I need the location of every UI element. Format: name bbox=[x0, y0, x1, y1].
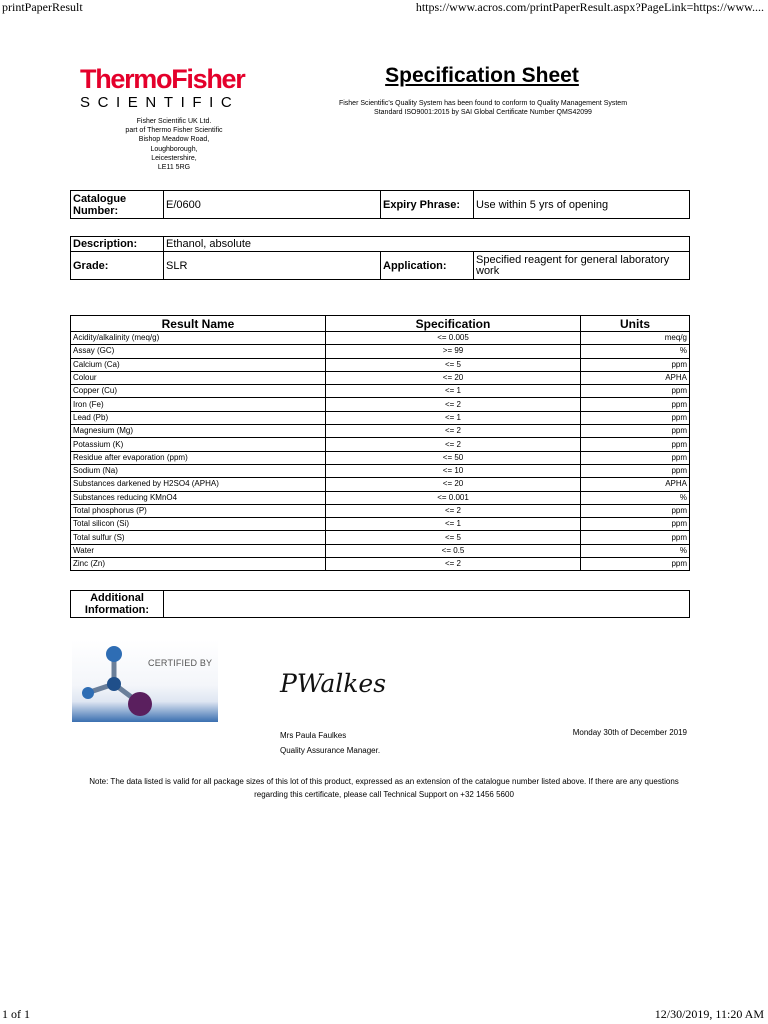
table-row bbox=[71, 358, 690, 371]
table-row bbox=[71, 504, 690, 517]
result-name: Copper (Cu) bbox=[71, 385, 326, 398]
result-spec: <= 5 bbox=[326, 358, 581, 371]
signer-block bbox=[280, 728, 380, 758]
result-name: Residue after evaporation (ppm) bbox=[71, 451, 326, 464]
molecule-icon bbox=[72, 640, 218, 722]
result-name: Potassium (K) bbox=[71, 438, 326, 451]
result-unit: % bbox=[581, 345, 690, 358]
description-table bbox=[70, 236, 690, 280]
signature-image bbox=[278, 660, 387, 707]
table-row bbox=[71, 371, 690, 384]
table-row bbox=[71, 438, 690, 451]
result-spec: <= 2 bbox=[326, 398, 581, 411]
application-value: Specified reagent for general laboratory work bbox=[474, 252, 690, 280]
result-name: Total phosphorus (P) bbox=[71, 504, 326, 517]
table-row bbox=[71, 398, 690, 411]
result-spec: <= 50 bbox=[326, 451, 581, 464]
print-timestamp: 12/30/2019, 11:20 AM bbox=[654, 1007, 764, 1021]
table-row bbox=[71, 464, 690, 477]
table-row bbox=[71, 345, 690, 358]
result-unit: meq/g bbox=[581, 332, 690, 345]
result-unit: ppm bbox=[581, 358, 690, 371]
result-spec: <= 20 bbox=[326, 478, 581, 491]
result-unit: APHA bbox=[581, 478, 690, 491]
signature-text: PWalkes bbox=[280, 669, 387, 698]
address-line: part of Thermo Fisher Scientific bbox=[125, 127, 223, 135]
result-name: Substances darkened by H2SO4 (APHA) bbox=[71, 478, 326, 491]
company-address bbox=[104, 117, 244, 172]
catalogue-label: Catalogue Number: bbox=[71, 191, 164, 219]
table-header-row bbox=[71, 316, 690, 332]
result-spec: <= 5 bbox=[326, 531, 581, 544]
address-line: Fisher Scientific UK Ltd. bbox=[136, 118, 212, 125]
iso-statement: Fisher Scientific's Quality System has been found to conform to Quality Management System Standard ISO9001:2015 by SAI Global Certificate Number QMS42099 bbox=[338, 100, 628, 116]
page-count: 1 of 1 bbox=[2, 1007, 30, 1021]
additional-info-table bbox=[70, 590, 690, 618]
result-name: Calcium (Ca) bbox=[71, 358, 326, 371]
result-unit: APHA bbox=[581, 371, 690, 384]
result-name: Magnesium (Mg) bbox=[71, 425, 326, 438]
table-row bbox=[71, 518, 690, 531]
logo-scientific-text: SCIENTIFIC bbox=[80, 94, 240, 111]
result-name: Substances reducing KMnO4 bbox=[71, 491, 326, 504]
result-name: Water bbox=[71, 544, 326, 557]
result-unit: ppm bbox=[581, 425, 690, 438]
result-unit: ppm bbox=[581, 438, 690, 451]
column-header: Result Name bbox=[71, 316, 326, 332]
certification-badge bbox=[72, 640, 218, 722]
table-row bbox=[71, 451, 690, 464]
result-name: Colour bbox=[71, 371, 326, 384]
result-unit: ppm bbox=[581, 531, 690, 544]
address-line: LE11 5RG bbox=[157, 164, 191, 172]
result-spec: <= 0.005 bbox=[326, 332, 581, 345]
result-unit: ppm bbox=[581, 518, 690, 531]
result-name: Total sulfur (S) bbox=[71, 531, 326, 544]
table-row bbox=[71, 558, 690, 571]
expiry-label: Expiry Phrase: bbox=[381, 191, 474, 219]
catalogue-table bbox=[70, 190, 690, 219]
result-unit: ppm bbox=[581, 411, 690, 424]
result-unit: ppm bbox=[581, 385, 690, 398]
handwritten-signature bbox=[278, 660, 387, 702]
result-spec: <= 0.5 bbox=[326, 544, 581, 557]
result-unit: ppm bbox=[581, 558, 690, 571]
result-spec: <= 10 bbox=[326, 464, 581, 477]
column-header: Specification bbox=[326, 316, 581, 332]
result-spec: <= 20 bbox=[326, 371, 581, 384]
table-row bbox=[71, 425, 690, 438]
additional-info-label: Additional Information: bbox=[71, 591, 164, 618]
table-row bbox=[71, 591, 690, 618]
table-row bbox=[71, 237, 690, 252]
results-table bbox=[70, 315, 690, 571]
address-line: Leicestershire, bbox=[151, 154, 197, 162]
page-title: printPaperResult bbox=[2, 0, 83, 14]
logo-brand-text: ThermoFisher bbox=[80, 64, 245, 94]
result-spec: <= 2 bbox=[326, 558, 581, 571]
result-name: Lead (Pb) bbox=[71, 411, 326, 424]
signature-date: Monday 30th of December 2019 bbox=[572, 728, 687, 737]
result-spec: <= 1 bbox=[326, 411, 581, 424]
print-footer bbox=[0, 1006, 768, 1024]
result-name: Total silicon (Si) bbox=[71, 518, 326, 531]
result-spec: <= 1 bbox=[326, 518, 581, 531]
catalogue-value: E/0600 bbox=[164, 191, 381, 219]
address-line: Bishop Meadow Road, bbox=[138, 136, 210, 144]
footer-note: Note: The data listed is valid for all package sizes of this lot of this product, expressed as an extension of the catalogue number listed above. If there are any questions regarding this certificate, please call Technical Support on +32 1456 5600 bbox=[89, 777, 679, 799]
table-row bbox=[71, 531, 690, 544]
result-unit: ppm bbox=[581, 398, 690, 411]
result-name: Acidity/alkalinity (meq/g) bbox=[71, 332, 326, 345]
result-unit: % bbox=[581, 544, 690, 557]
result-name: Assay (GC) bbox=[71, 345, 326, 358]
result-spec: <= 0.001 bbox=[326, 491, 581, 504]
result-unit: ppm bbox=[581, 464, 690, 477]
table-row bbox=[71, 544, 690, 557]
result-spec: <= 2 bbox=[326, 438, 581, 451]
result-name: Iron (Fe) bbox=[71, 398, 326, 411]
page-url[interactable]: https://www.acros.com/printPaperResult.aspx?PageLink=https://www.... bbox=[415, 0, 764, 14]
table-row bbox=[71, 252, 690, 280]
table-row bbox=[71, 385, 690, 398]
certified-by-text: CERTIFIED BY bbox=[148, 658, 213, 668]
grade-value: SLR bbox=[164, 252, 381, 280]
result-unit: ppm bbox=[581, 451, 690, 464]
table-row bbox=[71, 411, 690, 424]
column-header: Units bbox=[581, 316, 690, 332]
print-header bbox=[0, 0, 768, 16]
document-title: Specification Sheet bbox=[385, 64, 579, 87]
table-row bbox=[71, 191, 690, 219]
description-label: Description: bbox=[71, 237, 164, 252]
application-label: Application: bbox=[381, 252, 474, 280]
result-unit: % bbox=[581, 491, 690, 504]
table-row bbox=[71, 478, 690, 491]
table-row bbox=[71, 491, 690, 504]
address-line: Loughborough, bbox=[150, 145, 198, 153]
result-spec: >= 99 bbox=[326, 345, 581, 358]
signer-name: Mrs Paula Faulkes bbox=[280, 731, 347, 740]
result-unit: ppm bbox=[581, 504, 690, 517]
company-logo bbox=[80, 66, 270, 112]
result-name: Zinc (Zn) bbox=[71, 558, 326, 571]
result-spec: <= 2 bbox=[326, 425, 581, 438]
grade-label: Grade: bbox=[71, 252, 164, 280]
result-spec: <= 2 bbox=[326, 504, 581, 517]
expiry-value: Use within 5 yrs of opening bbox=[474, 191, 690, 219]
additional-info-value bbox=[164, 591, 690, 618]
result-name: Sodium (Na) bbox=[71, 464, 326, 477]
result-spec: <= 1 bbox=[326, 385, 581, 398]
description-value: Ethanol, absolute bbox=[164, 237, 690, 252]
table-row bbox=[71, 332, 690, 345]
signer-role: Quality Assurance Manager. bbox=[280, 746, 381, 755]
